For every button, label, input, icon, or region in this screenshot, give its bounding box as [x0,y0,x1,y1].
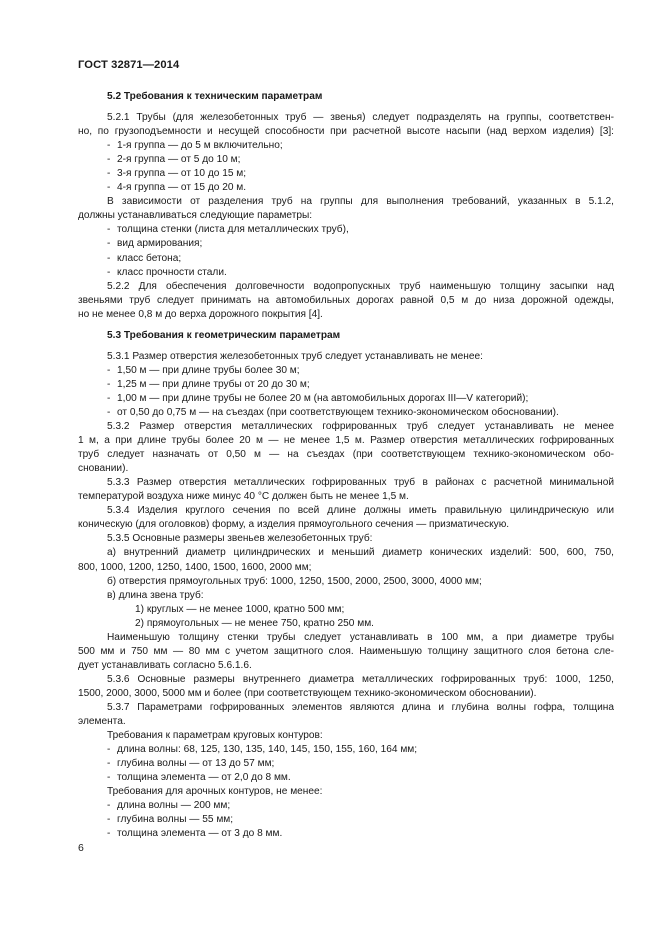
text-line: Требования к параметрам круговых контуров: [107,730,323,742]
list-item [78,139,614,153]
list-item-text: 1,50 м — при длине трубы более 30 м; [117,364,300,376]
list-item [78,771,614,785]
text-line: Наименьшую толщину стенки трубы следует устанавливать в 100 мм, а при диаметре трубы [107,631,614,643]
text-line: 5.3.1 Размер отверстия железобетонных труб следует устанавливать не менее: [107,350,483,362]
bullet-dash: - [107,224,111,236]
section-heading: 5.2 Требования к техническим параметрам [107,91,323,102]
text-line: 5.3.5 Основные размеры звеньев железобетонных труб: [107,533,373,545]
bullet-dash: - [107,238,111,250]
list-item [78,799,614,813]
text-line: в) длина звена труб: [107,589,204,601]
list-item [78,406,614,420]
text-line: В зависимости от разделения труб на группы для выполнения требований, указанных в 5.1.2, [107,196,614,208]
list-item [78,252,614,266]
list-item [78,181,614,195]
bullet-dash: - [107,140,111,152]
bullet-dash: - [107,828,111,840]
text-line: а) внутренний диаметр цилиндрических и меньший диаметр конических изделий: 500, 600, 750, [107,547,614,559]
text-line: 1 м, а при длине трубы более 20 м — не менее 1,5 м. Размер отверстия металлических гофрированных [78,435,614,447]
text-line: сновании). [78,463,129,475]
bullet-dash: - [107,252,111,264]
bullet-dash: - [107,364,111,376]
list-item-text: 1,25 м — при длине трубы от 20 до 30 м; [117,378,310,390]
text-line: должны устанавливаться следующие параметры: [78,210,313,222]
list-item-text: вид армирования; [117,238,203,250]
list-item [78,266,614,280]
bullet-dash: - [107,168,111,180]
list-item-text: толщина элемента — от 2,0 до 8 мм. [117,772,291,784]
text-line: 5.3.7 Параметрами гофрированных элементов являются длина и глубина волны гофра, толщина [107,701,614,713]
bullet-dash: - [107,392,111,404]
bullet-dash: - [107,154,111,166]
list-item [78,223,614,237]
text-line: 5.3.2 Размер отверстия металлических гофрированных труб следует устанавливать не менее [107,421,614,433]
text-line: Требования для арочных контуров, не менее: [107,786,323,798]
text-line: звеньями труб следует принимать на автомобильных дорогах равной 0,5 м до низа дорожной одежды, [78,294,614,306]
text-line: 1500, 2000, 3000, 5000 мм и более (при соответствующем технико-экономическом обосновании). [78,687,537,699]
spacer [78,104,614,111]
bullet-dash: - [107,772,111,784]
text-line: 800, 1000, 1200, 1250, 1400, 1500, 1600, 2000 мм; [78,561,312,573]
document-header: ГОСТ 32871—2014 [78,59,180,71]
list-item [78,392,614,406]
bullet-dash: - [107,182,111,194]
spacer [78,343,614,350]
text-line: коническую (для оголовков) форму, а изделия прямоугольного сечения — призматическую. [78,519,510,531]
list-item [78,167,614,181]
list-item-text: толщина элемента — от 3 до 8 мм. [117,828,283,840]
text-line: 5.3.6 Основные размеры внутреннего диаметра металлических гофрированных труб: 1000, 1250, [107,673,614,685]
list-item-text: от 0,50 до 0,75 м — на съездах (при соответствующем технико-экономическом обосновании). [117,406,559,418]
text-line: б) отверстия прямоугольных труб: 1000, 1250, 1500, 2000, 2500, 3000, 4000 мм; [107,575,482,587]
bullet-dash: - [107,814,111,826]
bullet-dash: - [107,266,111,278]
text-line: температурой воздуха ниже минус 40 °С должен быть не менее 1,5 м. [78,491,409,503]
list-item [78,757,614,771]
bullet-dash: - [107,406,111,418]
list-item-text: 1-я группа — до 5 м включительно; [117,140,283,152]
text-line: 5.2.2 Для обеспечения долговечности водопропускных труб наименьшую толщину засыпки над [107,280,614,292]
list-item-text: 3-я группа — от 10 до 15 м; [117,168,247,180]
list-item-text: глубина волны — 55 мм; [117,814,234,826]
list-item-text: 2-я группа — от 5 до 10 м; [117,154,241,166]
text-line: труб следует назначать от 0,50 м — на съездах (при соответствующем технико-экономическом обо- [78,449,614,461]
bullet-dash: - [107,744,111,756]
list-item [78,813,614,827]
spacer [78,322,614,329]
text-line: 5.2.1 Трубы (для железобетонных труб — звенья) следует подразделять на группы, соответствен- [107,112,614,124]
text-line: 5.3.3 Размер отверстия металлических гофрированных труб в районах с расчетной минимальной [107,477,614,489]
list-item-text: толщина стенки (листа для металлических труб), [117,224,349,236]
bullet-dash: - [107,758,111,770]
text-line: 500 мм и 750 мм — 80 мм с учетом защитного слоя. Наименьшую толщину защитного слоя бетона сле- [78,645,614,657]
page-number: 6 [78,842,84,854]
bullet-dash: - [107,800,111,812]
document-body [78,90,614,841]
text-line: 2) прямоугольных — не менее 750, кратно 250 мм. [135,617,374,629]
list-item-text: класс бетона; [117,252,182,264]
list-item [78,378,614,392]
list-item-text: 4-я группа — от 15 до 20 м. [117,182,247,194]
text-line: 5.3.4 Изделия круглого сечения по всей длине должны иметь правильную цилиндрическую или [107,505,614,517]
list-item-text: 1,00 м — при длине трубы не более 20 м (на автомобильных дорогах III—V категорий); [117,392,529,404]
list-item [78,237,614,251]
bullet-dash: - [107,378,111,390]
list-item-text: класс прочности стали. [117,266,227,278]
list-item-text: глубина волны — от 13 до 57 мм; [117,758,275,770]
text-line: 1) круглых — не менее 1000, кратно 500 мм; [135,603,345,615]
list-item-text: длина волны: 68, 125, 130, 135, 140, 145, 150, 155, 160, 164 мм; [117,744,418,756]
list-item [78,827,614,841]
list-item [78,743,614,757]
text-line: но, по грузоподъемности и несущей способности при расчетной высоте насыпи (над верхом изделия) [3]: [78,126,614,138]
list-item-text: длина волны — 200 мм; [117,800,231,812]
section-heading: 5.3 Требования к геометрическим параметрам [107,329,341,341]
text-line: элемента. [78,716,126,728]
text-line: но не менее 0,8 м до верха дорожного покрытия [4]. [78,308,323,320]
text-line: дует устанавливать согласно 5.6.1.6. [78,659,252,671]
list-item [78,364,614,378]
list-item [78,153,614,167]
